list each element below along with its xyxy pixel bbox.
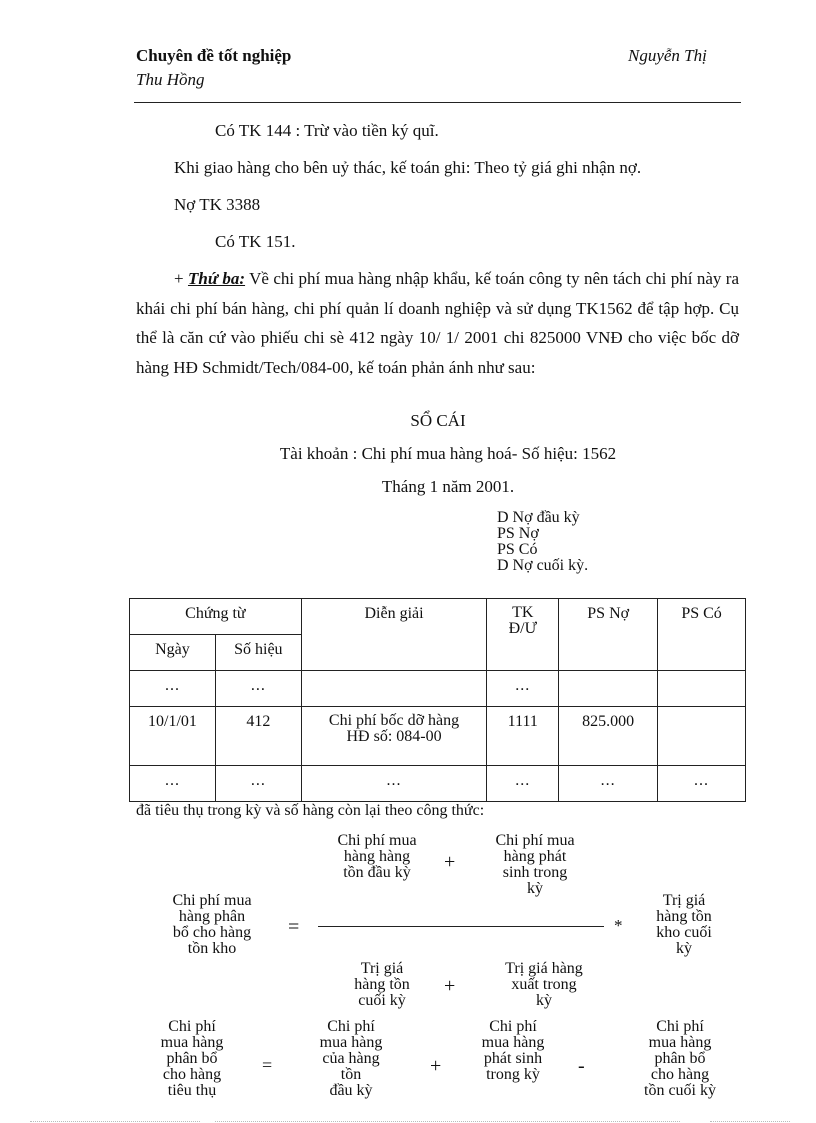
balance-debit: PS Nợ xyxy=(497,525,539,542)
f2-minus: - xyxy=(578,1055,585,1077)
f1-num-b-line: Chi phí mua xyxy=(495,832,575,849)
f2-lhs xyxy=(132,1019,252,1099)
f2-t2-line: phát sinh xyxy=(483,1050,543,1067)
balance-closing: D Nợ cuối kỳ. xyxy=(497,557,589,574)
col-du-label: Đ/Ư xyxy=(508,620,537,637)
f1-lhs-line: tồn kho xyxy=(187,940,237,957)
cell-so-hieu: ... xyxy=(215,766,301,802)
f1-numerator-a xyxy=(322,833,432,881)
f2-t3-line: phân bổ xyxy=(654,1050,706,1067)
f2-term-1 xyxy=(296,1019,406,1099)
f1-plus-top: + xyxy=(444,851,456,873)
f1-den-a-line: Trị giá xyxy=(360,960,404,977)
col-ps-no: PS Nợ xyxy=(559,599,658,671)
f2-lhs-line: mua hàng xyxy=(160,1034,224,1051)
cell-ps-no xyxy=(559,671,658,707)
f1-denominator-a xyxy=(322,961,442,1009)
f2-equals: = xyxy=(262,1055,273,1075)
col-tk-label: TK xyxy=(512,604,534,621)
f1-lhs xyxy=(152,893,272,957)
cell-dien-giai xyxy=(301,671,487,707)
f2-t1-line: Chi phí xyxy=(327,1018,375,1035)
f1-num-b-line: hàng phát xyxy=(503,848,567,865)
f1-den-b-line: Trị giá hàng xyxy=(505,960,583,977)
col-ngay: Ngày xyxy=(130,635,216,671)
col-chung-tu: Chứng từ xyxy=(130,599,302,635)
f1-den-a-line: hàng tồn xyxy=(354,976,410,993)
table-header-row xyxy=(130,599,746,635)
f1-rhs-line: hàng tồn xyxy=(656,908,712,925)
col-so-hieu: Số hiệu xyxy=(215,635,301,671)
f2-t3-line: cho hàng xyxy=(650,1066,710,1083)
f1-lhs-line: hàng phân xyxy=(178,908,246,925)
ledger-balances xyxy=(497,510,588,574)
cell-ngay: ... xyxy=(130,671,216,707)
paragraph-label: Thứ ba: xyxy=(187,269,246,288)
f1-numerator-b xyxy=(480,833,590,897)
paragraph-prefix: + xyxy=(174,269,188,288)
body-line-3: Nợ TK 3388 xyxy=(174,195,261,214)
f1-denominator-b xyxy=(484,961,604,1009)
f2-lhs-line: Chi phí xyxy=(168,1018,216,1035)
f1-rhs-line: kỳ xyxy=(676,940,692,957)
col-tk-du xyxy=(487,599,559,671)
ledger-account: Tài khoản : Chi phí mua hàng hoá- Số hiệu: 1562 xyxy=(279,444,617,463)
balance-opening: D Nợ đầu kỳ xyxy=(497,509,580,526)
cell-ps-co xyxy=(658,671,746,707)
f2-lhs-line: tiêu thụ xyxy=(167,1082,217,1099)
body-line-4: Có TK 151. xyxy=(215,232,296,251)
f1-plus-bottom: + xyxy=(444,975,456,997)
ledger-title: SỔ CÁI xyxy=(410,411,466,430)
f1-lhs-line: bổ cho hàng xyxy=(172,924,252,941)
f2-t1-line: mua hàng xyxy=(319,1034,383,1051)
cell-tk: ... xyxy=(487,766,559,802)
f1-fraction-bar xyxy=(318,926,604,927)
cell-ps-co xyxy=(658,707,746,766)
cell-ps-co: ... xyxy=(658,766,746,802)
ledger-period: Tháng 1 năm 2001. xyxy=(381,477,515,496)
f1-rhs-line: Trị giá xyxy=(662,892,706,909)
body-line-1: Có TK 144 : Trừ vào tiền ký quĩ. xyxy=(215,121,439,140)
f1-rhs-line: kho cuối xyxy=(656,924,712,941)
cell-so-hieu: 412 xyxy=(215,707,301,766)
f1-den-b-line: kỳ xyxy=(536,992,552,1009)
cell-so-hieu: ... xyxy=(215,671,301,707)
paragraph-text: Về chi phí mua hàng nhập khẩu, kế toán công ty nên tách chi phí này ra khái chi phí bán hàng, chi phí quản lí doanh nghiệp và sử dụng TK1562 để tập hợp. Cụ thể là căn cứ vào phiếu chi sè 412 ngày 10/ 1/ 2001 chi 825000 VNĐ cho việc bốc dỡ hàng HĐ Schmidt/Tech/084-00, kế toán phản ánh như sau: xyxy=(136,269,739,377)
body-paragraph xyxy=(136,264,739,382)
dien-giai-line-2: HĐ số: 084-00 xyxy=(346,728,442,745)
f1-num-b-line: sinh trong xyxy=(502,864,568,881)
f1-num-b-line: kỳ xyxy=(527,880,543,897)
cell-ps-no: ... xyxy=(559,766,658,802)
f1-lhs-line: Chi phí mua xyxy=(172,892,252,909)
f2-t3-line: Chi phí xyxy=(656,1018,704,1035)
header-author: Nguyễn Thị xyxy=(628,46,707,65)
f1-num-a-line: tồn đầu kỳ xyxy=(343,864,411,881)
cell-tk: 1111 xyxy=(487,707,559,766)
cell-ngay: ... xyxy=(130,766,216,802)
f2-term-3 xyxy=(620,1019,740,1099)
header-divider xyxy=(134,102,741,103)
table-row xyxy=(130,671,746,707)
cell-tk: ... xyxy=(487,671,559,707)
col-dien-giai: Diễn giải xyxy=(301,599,487,671)
f2-term-2 xyxy=(458,1019,568,1083)
header-author-continued: Thu Hồng xyxy=(136,70,205,89)
f2-t1-line: đầu kỳ xyxy=(329,1082,373,1099)
table-row xyxy=(130,707,746,766)
table-row xyxy=(130,766,746,802)
col-ps-co: PS Có xyxy=(658,599,746,671)
balance-credit: PS Có xyxy=(497,541,538,558)
f2-t2-line: mua hàng xyxy=(481,1034,545,1051)
cell-ngay: 10/1/01 xyxy=(130,707,216,766)
f2-t1-line: tồn xyxy=(340,1066,362,1083)
f1-rhs xyxy=(644,893,724,957)
cell-dien-giai xyxy=(301,707,487,766)
f2-t2-line: trong kỳ xyxy=(486,1066,540,1083)
f2-t2-line: Chi phí xyxy=(489,1018,537,1035)
dien-giai-line-1: Chi phí bốc dỡ hàng xyxy=(328,712,460,729)
f2-plus: + xyxy=(430,1055,442,1077)
body-line-2: Khi giao hàng cho bên uỷ thác, kế toán ghi: Theo tỷ giá ghi nhận nợ. xyxy=(174,158,642,177)
f1-den-b-line: xuất trong xyxy=(511,976,577,993)
cell-dien-giai: ... xyxy=(301,766,487,802)
formula-intro: đã tiêu thụ trong kỳ và số hàng còn lại theo công thức: xyxy=(136,802,485,819)
f1-num-a-line: hàng hàng xyxy=(343,848,411,865)
f2-lhs-line: cho hàng xyxy=(162,1066,222,1083)
f1-equals: = xyxy=(288,916,300,938)
f1-den-a-line: cuối kỳ xyxy=(358,992,406,1009)
ledger-table xyxy=(129,598,746,802)
cell-ps-no: 825.000 xyxy=(559,707,658,766)
f2-t3-line: mua hàng xyxy=(648,1034,712,1051)
f2-t1-line: của hàng xyxy=(322,1050,380,1067)
f2-lhs-line: phân bổ xyxy=(166,1050,218,1067)
f2-t3-line: tồn cuối kỳ xyxy=(644,1082,716,1099)
f1-num-a-line: Chi phí mua xyxy=(337,832,417,849)
f1-times: * xyxy=(614,916,623,935)
header-title: Chuyên đề tốt nghiệp xyxy=(136,46,292,65)
